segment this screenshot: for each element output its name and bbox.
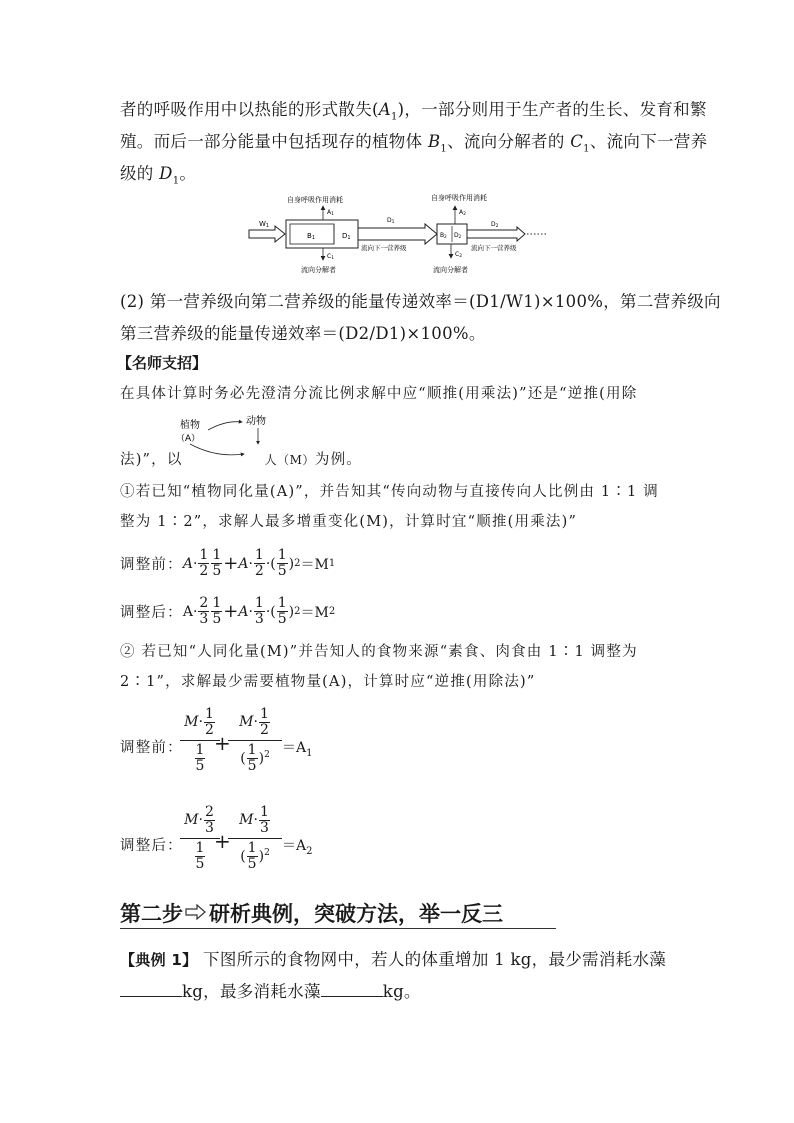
case2-before-result: $=A_1$ bbox=[282, 740, 313, 759]
b2-label: B2 bbox=[440, 232, 447, 239]
decomp1-label: 流向分解者 bbox=[301, 266, 336, 274]
c2-label: C2 bbox=[455, 251, 463, 259]
case2-after-result: $=A_2$ bbox=[282, 838, 313, 857]
flow-next2-label: 流向下一营养级 bbox=[471, 244, 517, 252]
a1-label: A1 bbox=[327, 209, 334, 217]
b1-label: B1 bbox=[307, 232, 315, 241]
resp1-label: 自身呼吸作用消耗 bbox=[287, 196, 343, 204]
answer-blank-2[interactable] bbox=[321, 980, 383, 997]
efficiency-line-2: 第三营养级的能量传递效率＝(D2/D1)×100%。 bbox=[120, 324, 486, 343]
case2-after-label: 调整后： bbox=[120, 838, 183, 854]
intro-line-1: 者的呼吸作用中以热能的形式散失$(A_1)$，一部分则用于生产者的生长、发育和繁 bbox=[120, 100, 707, 123]
tip-header: 【名师支招】 bbox=[117, 354, 208, 372]
intro-line-2: 殖。而后一部分能量中包括现存的植物体 $B_1$、流向分解者的 $C_1$、流向下一营养 bbox=[120, 132, 708, 155]
example-line-2: kg，最多消耗水藻 kg。 bbox=[120, 978, 421, 1002]
d1-arrow-label: D1 bbox=[387, 217, 395, 225]
case2-line-1: ② 若已知“人同化量(M)”并告知人的食物来源“素食、肉食由 1∶1 调整为 bbox=[120, 644, 638, 660]
d2-arrow-label: D2 bbox=[491, 221, 499, 229]
case2-before-plus: + bbox=[214, 731, 231, 755]
a2-label: A2 bbox=[459, 209, 466, 217]
case2-before-label: 调整前： bbox=[120, 740, 183, 756]
case2-after-frac1: M · $\frac{2}{3}$ $\frac{1}{5}$ bbox=[180, 802, 220, 872]
tip-line-2: 法)”，以 人（M）为例。 bbox=[120, 452, 362, 468]
w1-label: W1 bbox=[259, 220, 270, 229]
resp2-label: 自身呼吸作用消耗 bbox=[431, 194, 487, 202]
d2-box-label: D2 bbox=[454, 232, 462, 239]
case2-line-2: 2∶1”，求解最少需要植物量(A)，计算时应“逆推(用除法)” bbox=[120, 674, 536, 690]
b1-box bbox=[290, 224, 334, 244]
answer-blank-1[interactable] bbox=[120, 980, 182, 997]
flow-next1-label: 流向下一营养级 bbox=[361, 244, 407, 252]
case2-before-frac1: M · $\frac{1}{2}$ $\frac{1}{5}$ bbox=[180, 704, 220, 774]
case1-after-formula: 调整后： A · $\frac{2}{3}$ $\frac{1}{5}$ + A · $\frac{1}{3}$ ·( $\frac{1}{5}$ ) 2 ＝M 2 bbox=[120, 595, 336, 627]
c1-label: C1 bbox=[327, 253, 335, 261]
case2-after-plus: + bbox=[214, 829, 231, 853]
decomp2-label: 流向分解者 bbox=[433, 266, 468, 274]
efficiency-line-1: (2) 第一营养级向第二营养级的能量传递效率＝(D1/W1)×100%，第二营养级向 bbox=[120, 292, 721, 311]
plant-label: 植物 bbox=[180, 420, 200, 431]
case2-before-frac2: M · $\frac{1}{2}$ ( $\frac{1}{5}$ )$^2$ bbox=[228, 704, 282, 774]
d1-box-label: D1 bbox=[342, 232, 351, 241]
person-label: 人（M） bbox=[264, 453, 315, 467]
case1-line-1: ①若已知“植物同化量(A)”，并告知其“传向动物与直接传向人比例由 1∶1 调 bbox=[120, 484, 659, 500]
section-underline bbox=[120, 928, 556, 929]
plant-symbol: （A） bbox=[176, 434, 201, 444]
example-line-1: 【典例 1】 下图所示的食物网中，若人的体重增加 1 kg，最少需消耗水藻 bbox=[120, 950, 667, 969]
case1-before-formula: 调整前： A · $\frac{1}{2}$ $\frac{1}{5}$ + A · $\frac{1}{2}$ ·( $\frac{1}{5}$ ) 2 ＝M 1 bbox=[120, 547, 336, 579]
tip-line-1: 在具体计算时务必先澄清分流比例求解中应“顺推(用乘法)”还是“逆推(用除 bbox=[120, 386, 638, 402]
case2-after-frac2: M · $\frac{1}{3}$ ( $\frac{1}{5}$ )$^2$ bbox=[228, 802, 282, 872]
section-title: 第二步 研析典例，突破方法，举一反三 bbox=[120, 902, 503, 926]
energy-flow-diagram bbox=[245, 186, 565, 278]
animal-label: 动物 bbox=[246, 416, 266, 427]
arrow-icon bbox=[185, 901, 207, 925]
case1-line-2: 整为 1∶2”，求解人最多增重变化(M)，计算时宜“顺推(用乘法)” bbox=[120, 514, 578, 530]
intro-line-3: 级的 $D_1$。 bbox=[120, 164, 197, 187]
